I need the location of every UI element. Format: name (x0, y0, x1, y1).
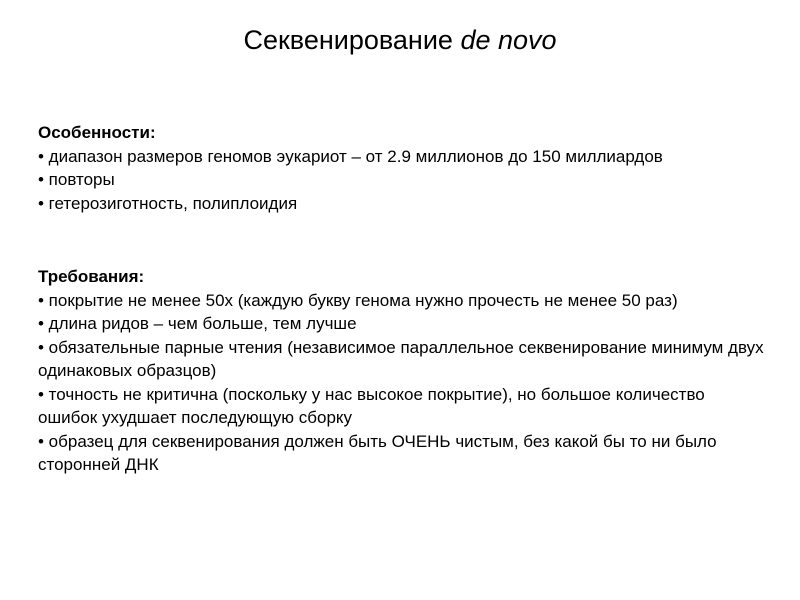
requirements-heading: Требования: (38, 267, 145, 286)
requirements-item: • обязательные парные чтения (независимое параллельное секвенирование минимум двух одинаковых образцов) (38, 337, 764, 380)
features-section (38, 121, 768, 215)
requirements-item: • точность не критична (поскольку у нас высокое покрытие), но большое количество ошибок ухудшает последующую сборку (38, 384, 705, 427)
requirements-item: • покрытие не менее 50х (каждую букву генома нужно прочесть не менее 50 раз) (38, 290, 678, 310)
features-heading: Особенности: (38, 123, 156, 142)
features-item: • повторы (38, 170, 115, 189)
slide-title-text: Секвенирование (243, 25, 461, 55)
features-item: • диапазон размеров геномов эукариот – от 2.9 миллионов до 150 миллиардов (38, 146, 663, 166)
slide-title-italic: de novo (460, 25, 557, 55)
features-item: • гетерозиготность, полиплоидия (38, 193, 298, 213)
requirements-section (38, 265, 768, 477)
slide-title (0, 22, 800, 58)
requirements-item: • длина ридов – чем больше, тем лучше (38, 314, 357, 333)
requirements-item: • образец для секвенирования должен быть ОЧЕНЬ чистым, без какой бы то ни было сторонней ДНК (38, 431, 717, 474)
